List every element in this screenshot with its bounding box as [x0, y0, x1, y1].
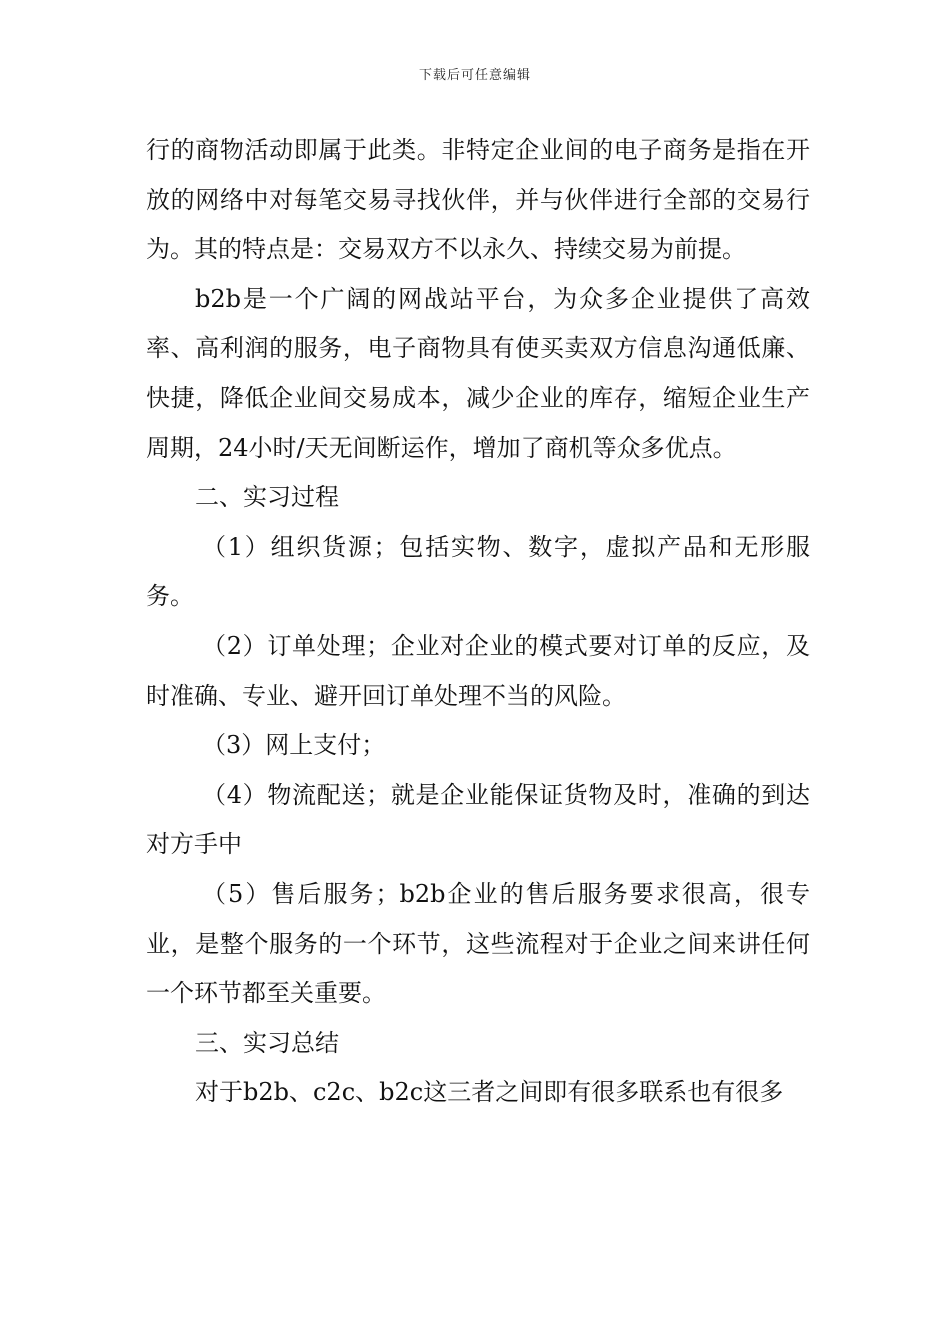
list-item-online-payment: （3）网上支付； — [202, 731, 386, 760]
document-body — [146, 126, 810, 1118]
paragraph-continued: 行的商物活动即属于此类。非特定企业间的电子商务是指在开放的网络中对每笔交易寻找伙伴，并与伙伴进行全部的交易行为。其的特点是：交易双方不以永久、持续交易为前提。 — [146, 136, 810, 264]
list-item-logistics: （4）物流配送；就是企业能保证货物及时，准确的到达对方手中 — [146, 780, 810, 859]
paragraph-b2b-platform: b2b是一个广阔的网战站平台，为众多企业提供了高效率、高利润的服务，电子商物具有使买卖双方信息沟通低廉、快捷，降低企业间交易成本，减少企业的库存，缩短企业生产周期，24小时/天无间断运作，增加了商机等众多优点。 — [146, 284, 810, 462]
page-header: 下载后可任意编辑 — [418, 68, 531, 83]
section-heading-summary: 三、实习总结 — [195, 1028, 339, 1057]
list-item-after-sales: （5）售后服务；b2b企业的售后服务要求很高，很专业，是整个服务的一个环节，这些流程对于企业之间来讲任何一个环节都至关重要。 — [146, 879, 810, 1008]
list-item-order-processing: （2）订单处理；企业对企业的模式要对订单的反应，及时准确、专业、避开回订单处理不当的风险。 — [146, 631, 810, 710]
list-item-sourcing: （1）组织货源；包括实物、数字，虚拟产品和无形服务。 — [146, 532, 810, 611]
section-heading-process: 二、实习过程 — [195, 483, 339, 512]
paragraph-summary: 对于b2b、c2c、b2c这三者之间即有很多联系也有很多 — [195, 1078, 784, 1107]
